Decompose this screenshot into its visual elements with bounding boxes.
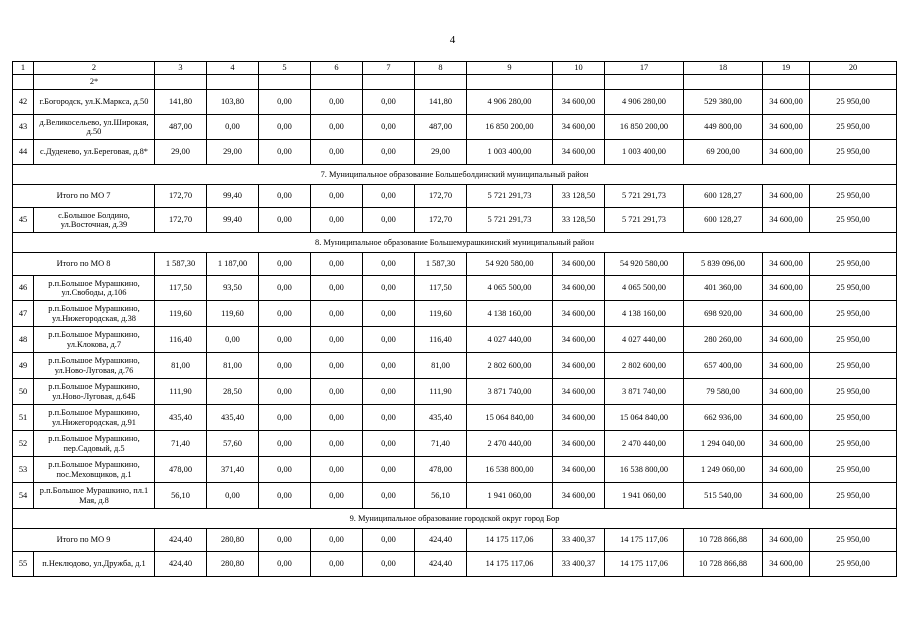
table-cell: 449 800,00	[684, 115, 763, 140]
table-cell: 0,00	[259, 301, 311, 327]
table-cell: 69 200,00	[684, 140, 763, 165]
subheader-cell	[259, 75, 311, 90]
table-cell: 4 906 280,00	[605, 90, 684, 115]
table-cell: 28,50	[207, 379, 259, 405]
table-cell: 424,40	[415, 552, 467, 577]
section-header-row	[13, 233, 897, 253]
table-cell: 116,40	[155, 327, 207, 353]
table-cell: 14 175 117,06	[467, 529, 553, 552]
subheader-cell	[467, 75, 553, 90]
row-number: 47	[13, 301, 34, 327]
table-cell: 34 600,00	[763, 552, 810, 577]
table-cell: 116,40	[415, 327, 467, 353]
address-cell: р.п.Большое Мурашкино, ул.Клокова, д.7	[34, 327, 155, 353]
table-cell: 0,00	[259, 405, 311, 431]
table-cell: 4 906 280,00	[467, 90, 553, 115]
table-cell: 25 950,00	[810, 379, 897, 405]
table-cell: 34 600,00	[763, 457, 810, 483]
table-cell: 33 128,50	[553, 208, 605, 233]
row-number: 43	[13, 115, 34, 140]
table-row	[13, 276, 897, 301]
table-cell: 0,00	[363, 529, 415, 552]
row-number: 51	[13, 405, 34, 431]
column-header: 18	[684, 62, 763, 75]
row-number: 45	[13, 208, 34, 233]
table-row	[13, 301, 897, 327]
table-cell: 99,40	[207, 185, 259, 208]
table-cell: 56,10	[415, 483, 467, 509]
table-cell: 25 950,00	[810, 276, 897, 301]
table-cell: 71,40	[415, 431, 467, 457]
table-cell: 435,40	[207, 405, 259, 431]
table-cell: 698 920,00	[684, 301, 763, 327]
table-cell: 0,00	[259, 140, 311, 165]
subheader-cell	[415, 75, 467, 90]
table-cell: 119,60	[415, 301, 467, 327]
table-cell: 0,00	[363, 115, 415, 140]
subheader-cell	[13, 75, 34, 90]
table-cell: 0,00	[259, 431, 311, 457]
table-cell: 34 600,00	[553, 457, 605, 483]
section-title: 7. Муниципальное образование Большеболдинский муниципальный район	[13, 165, 897, 185]
table-cell: 0,00	[311, 115, 363, 140]
table-row	[13, 483, 897, 509]
column-header: 20	[810, 62, 897, 75]
subheader-cell	[207, 75, 259, 90]
table-cell: 79 580,00	[684, 379, 763, 405]
table-cell: 5 721 291,73	[467, 185, 553, 208]
table-cell: 34 600,00	[763, 301, 810, 327]
table-cell: 16 538 800,00	[605, 457, 684, 483]
table-cell: 25 950,00	[810, 353, 897, 379]
subheader-cell	[363, 75, 415, 90]
subheader-cell	[810, 75, 897, 90]
table-cell: 56,10	[155, 483, 207, 509]
table-cell: 4 065 500,00	[605, 276, 684, 301]
table-body	[13, 62, 897, 577]
table-cell: 34 600,00	[553, 140, 605, 165]
table-cell: 280,80	[207, 552, 259, 577]
table-cell: 600 128,27	[684, 208, 763, 233]
table-cell: 487,00	[415, 115, 467, 140]
column-header: 8	[415, 62, 467, 75]
table-cell: 424,40	[155, 552, 207, 577]
table-cell: 1 294 040,00	[684, 431, 763, 457]
table-cell: 34 600,00	[553, 483, 605, 509]
table-cell: 25 950,00	[810, 457, 897, 483]
row-number: 48	[13, 327, 34, 353]
address-cell: п.Неклюдово, ул.Дружба, д.1	[34, 552, 155, 577]
table-cell: 29,00	[155, 140, 207, 165]
table-cell: 4 027 440,00	[467, 327, 553, 353]
subheader-cell	[311, 75, 363, 90]
subheader-cell	[553, 75, 605, 90]
table-cell: 34 600,00	[553, 301, 605, 327]
table-cell: 34 600,00	[553, 405, 605, 431]
table-cell: 0,00	[311, 431, 363, 457]
table-cell: 0,00	[311, 185, 363, 208]
table-cell: 0,00	[311, 529, 363, 552]
table-cell: 172,70	[155, 208, 207, 233]
table-cell: 111,90	[155, 379, 207, 405]
table-row	[13, 552, 897, 577]
table-cell: 1 003 400,00	[605, 140, 684, 165]
table-cell: 5 721 291,73	[467, 208, 553, 233]
table-cell: 34 600,00	[553, 353, 605, 379]
address-cell: р.п.Большое Мурашкино, пер.Садовый, д.5	[34, 431, 155, 457]
column-header: 17	[605, 62, 684, 75]
table-cell: 71,40	[155, 431, 207, 457]
table-cell: 34 600,00	[763, 353, 810, 379]
table-cell: 34 600,00	[763, 140, 810, 165]
address-cell: р.п.Большое Мурашкино, пл.1 Мая, д.8	[34, 483, 155, 509]
table-cell: 34 600,00	[553, 115, 605, 140]
table-cell: 25 950,00	[810, 483, 897, 509]
table-cell: 424,40	[155, 529, 207, 552]
address-cell: р.п.Большое Мурашкино, ул.Ново-Луговая, д.64Б	[34, 379, 155, 405]
table-cell: 0,00	[311, 327, 363, 353]
table-cell: 2 802 600,00	[605, 353, 684, 379]
table-cell: 54 920 580,00	[605, 253, 684, 276]
table-cell: 16 850 200,00	[467, 115, 553, 140]
row-number: 46	[13, 276, 34, 301]
column-header: 10	[553, 62, 605, 75]
table-cell: 34 600,00	[553, 379, 605, 405]
column-header: 3	[155, 62, 207, 75]
address-cell: р.п.Большое Мурашкино, пос.Меховщиков, д.1	[34, 457, 155, 483]
table-row	[13, 115, 897, 140]
table-cell: 15 064 840,00	[605, 405, 684, 431]
table-cell: 0,00	[259, 552, 311, 577]
row-number: 49	[13, 353, 34, 379]
table-cell: 435,40	[155, 405, 207, 431]
table-cell: 0,00	[363, 327, 415, 353]
table-cell: 34 600,00	[553, 431, 605, 457]
table-cell: 117,50	[155, 276, 207, 301]
table-cell: 2 470 440,00	[605, 431, 684, 457]
table-cell: 0,00	[311, 483, 363, 509]
table-cell: 600 128,27	[684, 185, 763, 208]
table-cell: 25 950,00	[810, 327, 897, 353]
row-number: 44	[13, 140, 34, 165]
table-cell: 99,40	[207, 208, 259, 233]
table-cell: 172,70	[415, 185, 467, 208]
address-cell: р.п.Большое Мурашкино, ул.Нижегородская, д.38	[34, 301, 155, 327]
table-cell: 172,70	[415, 208, 467, 233]
address-cell: с.Большое Болдино, ул.Восточная, д.39	[34, 208, 155, 233]
table-cell: 0,00	[363, 552, 415, 577]
table-cell: 487,00	[155, 115, 207, 140]
table-cell: 478,00	[415, 457, 467, 483]
table-cell: 1 187,00	[207, 253, 259, 276]
table-cell: 1 003 400,00	[467, 140, 553, 165]
table-cell: 33 400,37	[553, 552, 605, 577]
table-cell: 25 950,00	[810, 552, 897, 577]
table-cell: 4 027 440,00	[605, 327, 684, 353]
total-label: Итого по МО 7	[13, 185, 155, 208]
table-cell: 424,40	[415, 529, 467, 552]
column-header: 9	[467, 62, 553, 75]
table-cell: 0,00	[363, 185, 415, 208]
table-cell: 0,00	[311, 276, 363, 301]
table-cell: 401 360,00	[684, 276, 763, 301]
table-cell: 0,00	[259, 90, 311, 115]
table-row	[13, 379, 897, 405]
subheader-cell	[684, 75, 763, 90]
column-header: 19	[763, 62, 810, 75]
table-cell: 0,00	[311, 90, 363, 115]
table-cell: 1 941 060,00	[605, 483, 684, 509]
table-cell: 0,00	[259, 115, 311, 140]
table-cell: 14 175 117,06	[605, 529, 684, 552]
subheader-cell: 2*	[34, 75, 155, 90]
table-cell: 2 470 440,00	[467, 431, 553, 457]
total-label: Итого по МО 8	[13, 253, 155, 276]
table-cell: 25 950,00	[810, 253, 897, 276]
row-number: 50	[13, 379, 34, 405]
table-cell: 5 839 096,00	[684, 253, 763, 276]
table-cell: 10 728 866,88	[684, 552, 763, 577]
table-cell: 0,00	[363, 379, 415, 405]
table-cell: 0,00	[311, 140, 363, 165]
table-cell: 34 600,00	[763, 185, 810, 208]
table-cell: 25 950,00	[810, 115, 897, 140]
table-cell: 25 950,00	[810, 431, 897, 457]
table-cell: 25 950,00	[810, 405, 897, 431]
row-number: 54	[13, 483, 34, 509]
row-number: 42	[13, 90, 34, 115]
table-cell: 172,70	[155, 185, 207, 208]
section-header-row	[13, 165, 897, 185]
address-cell: с.Дуденево, ул.Береговая, д.8*	[34, 140, 155, 165]
table-cell: 1 587,30	[155, 253, 207, 276]
table-row	[13, 431, 897, 457]
table-cell: 3 871 740,00	[467, 379, 553, 405]
table-cell: 34 600,00	[763, 431, 810, 457]
table-cell: 435,40	[415, 405, 467, 431]
table-cell: 0,00	[363, 405, 415, 431]
table-cell: 0,00	[363, 301, 415, 327]
housing-table	[12, 61, 897, 577]
table-cell: 25 950,00	[810, 208, 897, 233]
table-cell: 141,80	[155, 90, 207, 115]
page-number: 4	[449, 34, 456, 46]
table-cell: 1 249 060,00	[684, 457, 763, 483]
table-cell: 0,00	[363, 483, 415, 509]
table-cell: 0,00	[311, 457, 363, 483]
table-cell: 34 600,00	[763, 379, 810, 405]
subheader-cell	[763, 75, 810, 90]
table-cell: 16 538 800,00	[467, 457, 553, 483]
table-cell: 0,00	[363, 208, 415, 233]
table-cell: 0,00	[259, 208, 311, 233]
table-cell: 0,00	[311, 208, 363, 233]
table-cell: 34 600,00	[553, 90, 605, 115]
total-row	[13, 185, 897, 208]
table-cell: 3 871 740,00	[605, 379, 684, 405]
table-cell: 15 064 840,00	[467, 405, 553, 431]
table-cell: 280 260,00	[684, 327, 763, 353]
table-cell: 93,50	[207, 276, 259, 301]
table-cell: 0,00	[363, 140, 415, 165]
table-cell: 25 950,00	[810, 140, 897, 165]
table-cell: 34 600,00	[763, 90, 810, 115]
table-cell: 4 138 160,00	[605, 301, 684, 327]
table-cell: 16 850 200,00	[605, 115, 684, 140]
table-cell: 0,00	[311, 379, 363, 405]
table-cell: 515 540,00	[684, 483, 763, 509]
table-cell: 1 587,30	[415, 253, 467, 276]
table-cell: 34 600,00	[763, 208, 810, 233]
table-cell: 14 175 117,06	[605, 552, 684, 577]
table-cell: 0,00	[207, 483, 259, 509]
table-cell: 0,00	[259, 353, 311, 379]
table-row	[13, 353, 897, 379]
table-cell: 1 941 060,00	[467, 483, 553, 509]
table-cell: 280,80	[207, 529, 259, 552]
table-cell: 25 950,00	[810, 90, 897, 115]
table-row	[13, 208, 897, 233]
row-number: 55	[13, 552, 34, 577]
table-cell: 5 721 291,73	[605, 208, 684, 233]
table-cell: 0,00	[363, 253, 415, 276]
table-cell: 34 600,00	[763, 253, 810, 276]
subheader-cell	[155, 75, 207, 90]
table-cell: 5 721 291,73	[605, 185, 684, 208]
table-row	[13, 405, 897, 431]
total-row	[13, 529, 897, 552]
table-cell: 34 600,00	[553, 276, 605, 301]
table-cell: 0,00	[259, 457, 311, 483]
table-cell: 57,60	[207, 431, 259, 457]
table-cell: 33 128,50	[553, 185, 605, 208]
table-cell: 0,00	[363, 353, 415, 379]
table-cell: 141,80	[415, 90, 467, 115]
table-cell: 34 600,00	[763, 327, 810, 353]
table-cell: 81,00	[415, 353, 467, 379]
header-row	[13, 62, 897, 75]
table-cell: 0,00	[259, 253, 311, 276]
table-cell: 25 950,00	[810, 529, 897, 552]
table-cell: 81,00	[207, 353, 259, 379]
column-header: 2	[34, 62, 155, 75]
total-label: Итого по МО 9	[13, 529, 155, 552]
table-row	[13, 327, 897, 353]
table-cell: 34 600,00	[763, 405, 810, 431]
address-cell: д.Великосельево, ул.Широкая, д.50	[34, 115, 155, 140]
table-cell: 0,00	[207, 115, 259, 140]
table-cell: 10 728 866,88	[684, 529, 763, 552]
table-cell: 34 600,00	[763, 483, 810, 509]
subheader-row	[13, 75, 897, 90]
column-header: 4	[207, 62, 259, 75]
table-cell: 657 400,00	[684, 353, 763, 379]
table-cell: 119,60	[155, 301, 207, 327]
table-cell: 117,50	[415, 276, 467, 301]
table-cell: 103,80	[207, 90, 259, 115]
table-cell: 81,00	[155, 353, 207, 379]
address-cell: р.п.Большое Мурашкино, ул.Свободы, д.106	[34, 276, 155, 301]
column-header: 1	[13, 62, 34, 75]
table-cell: 34 600,00	[763, 529, 810, 552]
row-number: 52	[13, 431, 34, 457]
table-cell: 4 065 500,00	[467, 276, 553, 301]
table-cell: 0,00	[363, 90, 415, 115]
table-cell: 0,00	[207, 327, 259, 353]
table-cell: 0,00	[259, 529, 311, 552]
section-title: 9. Муниципальное образование городской округ город Бор	[13, 509, 897, 529]
table-cell: 0,00	[311, 552, 363, 577]
subheader-cell	[605, 75, 684, 90]
table-cell: 371,40	[207, 457, 259, 483]
table-row	[13, 457, 897, 483]
table-row	[13, 90, 897, 115]
table-cell: 662 936,00	[684, 405, 763, 431]
table-row	[13, 140, 897, 165]
address-cell: р.п.Большое Мурашкино, ул.Ново-Луговая, д.76	[34, 353, 155, 379]
table-cell: 0,00	[259, 483, 311, 509]
table-cell: 2 802 600,00	[467, 353, 553, 379]
row-number: 53	[13, 457, 34, 483]
table-cell: 0,00	[311, 353, 363, 379]
table-cell: 34 600,00	[553, 253, 605, 276]
table-cell: 0,00	[259, 185, 311, 208]
total-row	[13, 253, 897, 276]
table-cell: 0,00	[259, 327, 311, 353]
column-header: 6	[311, 62, 363, 75]
table-cell: 0,00	[259, 379, 311, 405]
table-cell: 0,00	[259, 276, 311, 301]
table-cell: 0,00	[311, 253, 363, 276]
table-cell: 29,00	[207, 140, 259, 165]
table-cell: 0,00	[363, 276, 415, 301]
table-cell: 25 950,00	[810, 185, 897, 208]
table-cell: 529 380,00	[684, 90, 763, 115]
table-cell: 34 600,00	[553, 327, 605, 353]
table-cell: 34 600,00	[763, 276, 810, 301]
table-cell: 0,00	[363, 431, 415, 457]
table-cell: 4 138 160,00	[467, 301, 553, 327]
table-cell: 29,00	[415, 140, 467, 165]
table-cell: 25 950,00	[810, 301, 897, 327]
table-cell: 119,60	[207, 301, 259, 327]
column-header: 7	[363, 62, 415, 75]
table-cell: 478,00	[155, 457, 207, 483]
table-cell: 111,90	[415, 379, 467, 405]
table-cell: 0,00	[311, 405, 363, 431]
table-cell: 14 175 117,06	[467, 552, 553, 577]
address-cell: г.Богородск, ул.К.Маркса, д.50	[34, 90, 155, 115]
address-cell: р.п.Большое Мурашкино, ул.Нижегородская, д.91	[34, 405, 155, 431]
table-cell: 34 600,00	[763, 115, 810, 140]
section-header-row	[13, 509, 897, 529]
table-cell: 54 920 580,00	[467, 253, 553, 276]
section-title: 8. Муниципальное образование Большемурашкинский муниципальный район	[13, 233, 897, 253]
table-cell: 0,00	[363, 457, 415, 483]
table-cell: 0,00	[311, 301, 363, 327]
column-header: 5	[259, 62, 311, 75]
table-cell: 33 400,37	[553, 529, 605, 552]
